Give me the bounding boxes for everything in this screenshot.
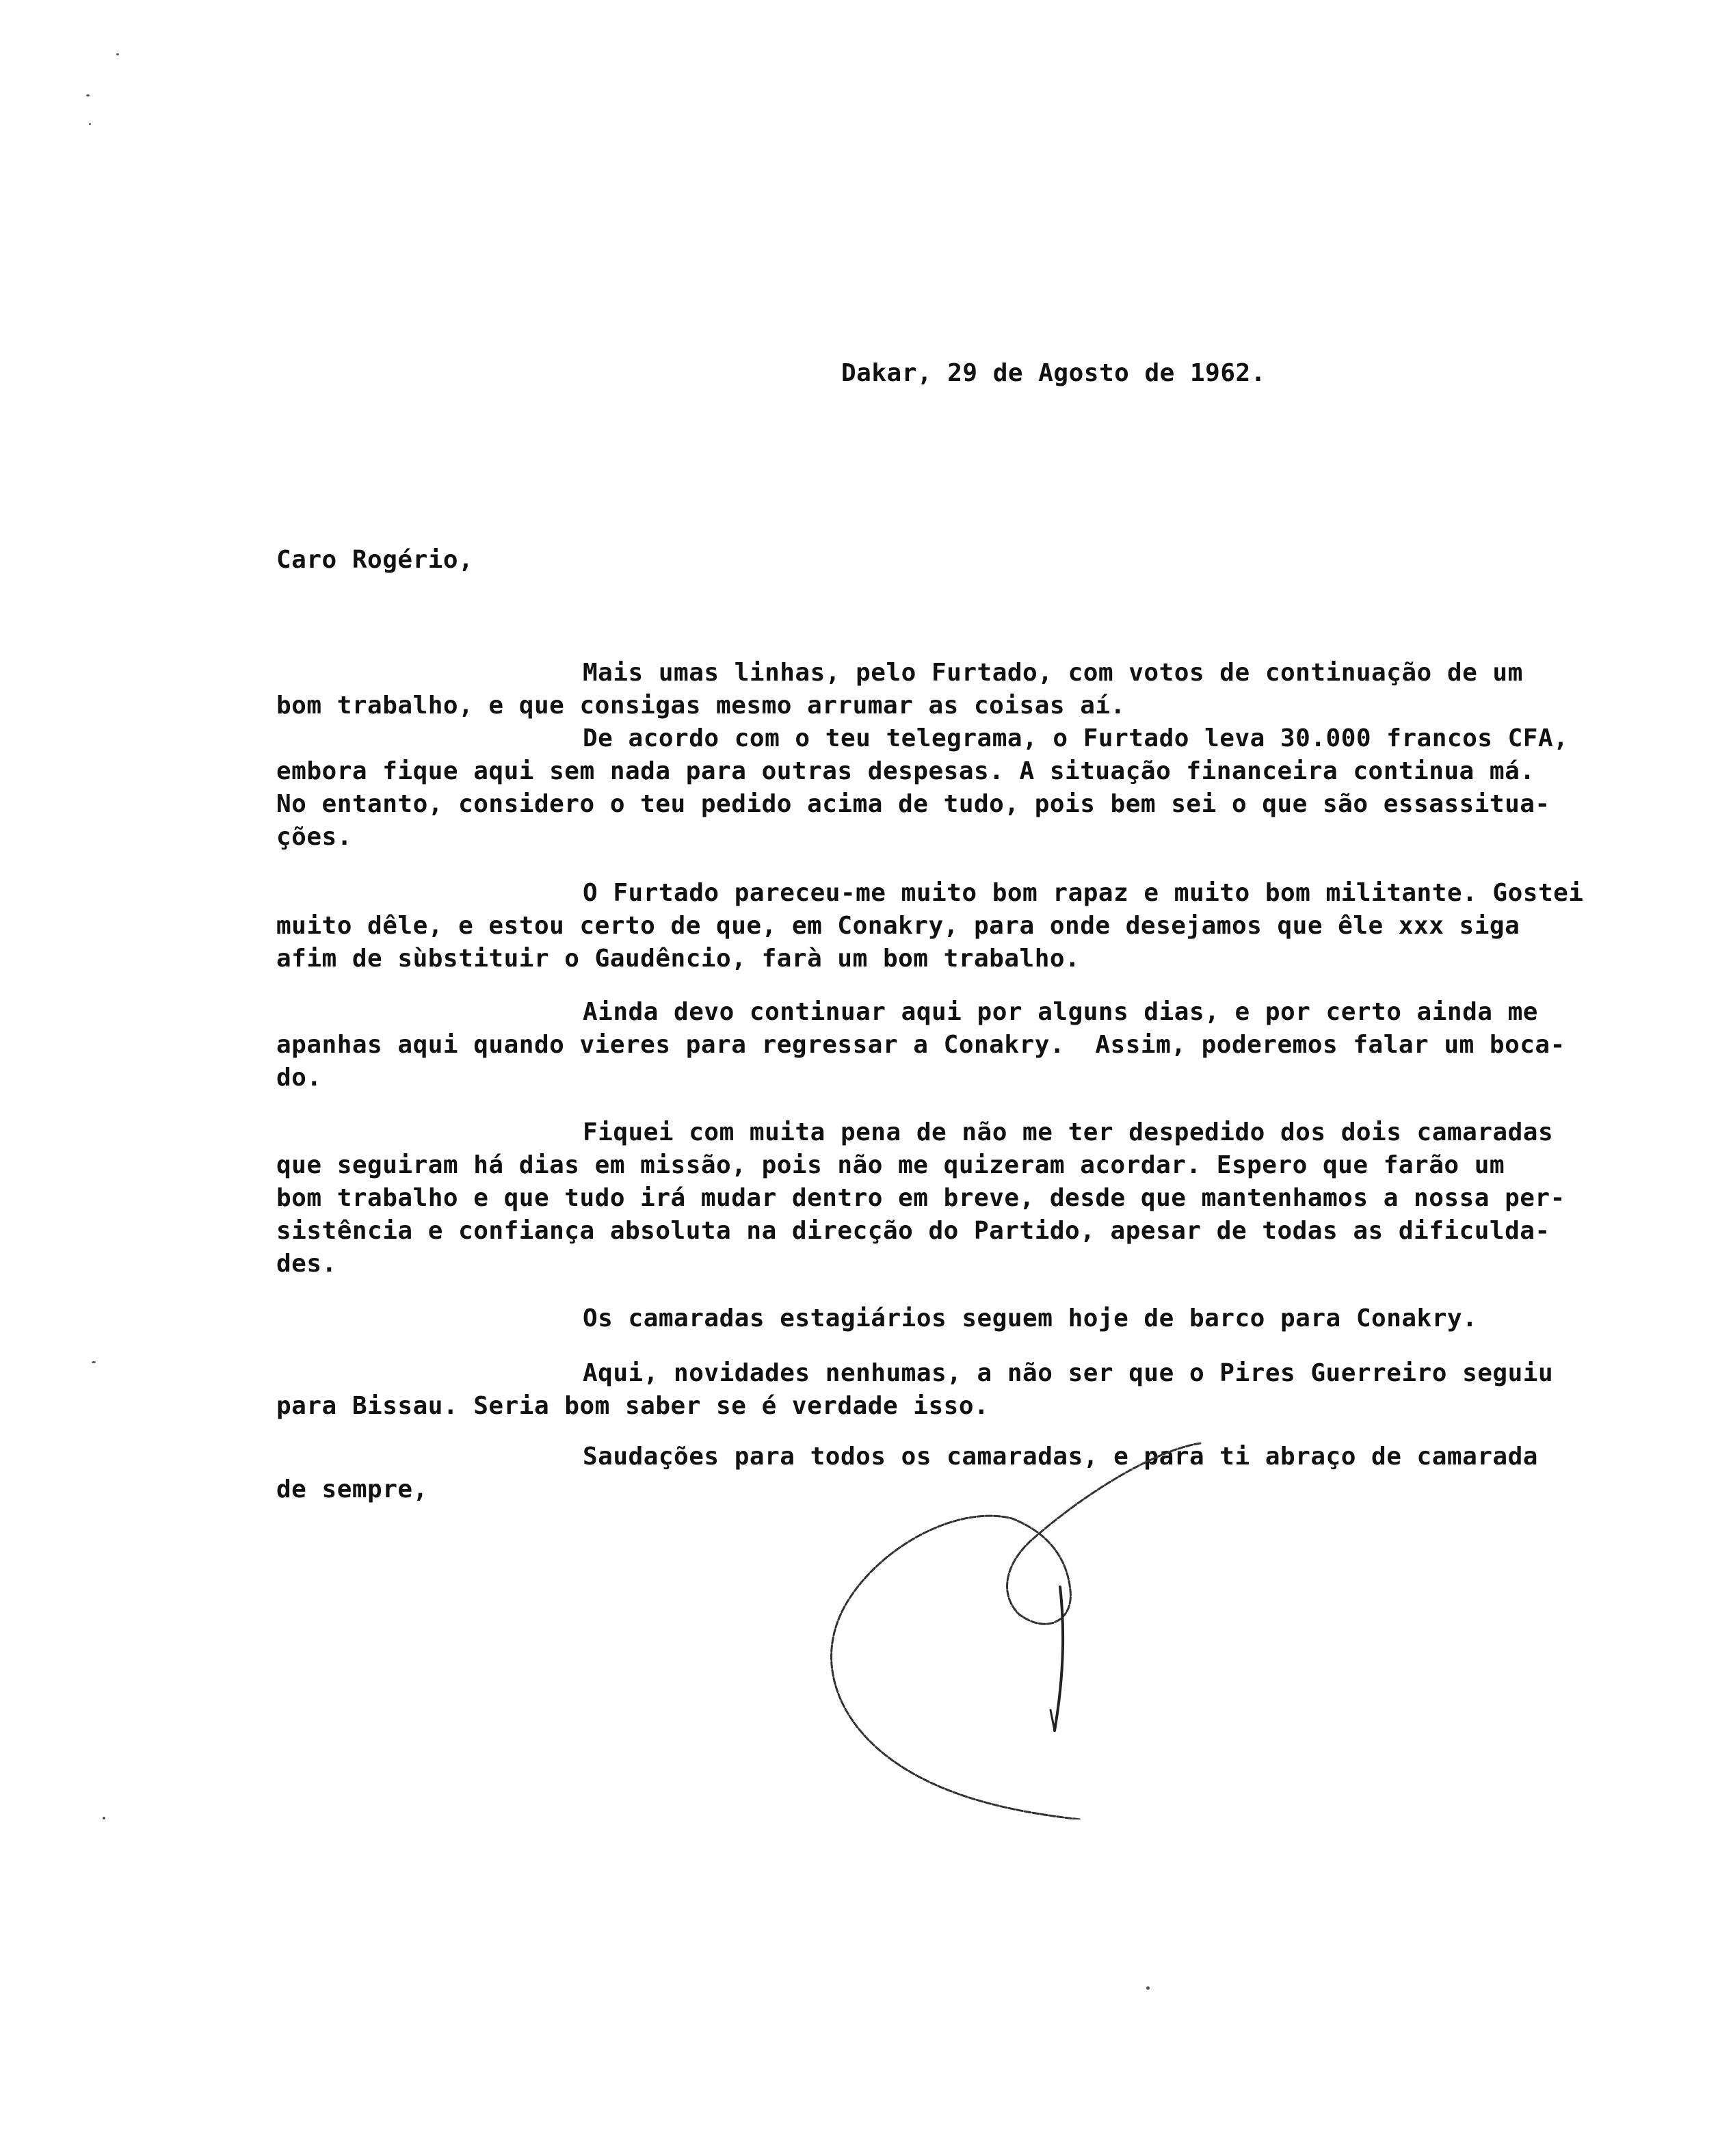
- paragraph-5-line-4: sistência e confiança absoluta na direcção do Partido, apesar de todas as dificulda-: [276, 1217, 1550, 1245]
- paragraph-2-line-1: De acordo com o teu telegrama, o Furtado leva 30.000 francos CFA,: [583, 724, 1569, 752]
- paragraph-8-line-2: de sempre,: [276, 1475, 428, 1503]
- scan-speck: [116, 53, 119, 55]
- scan-speck: [92, 1361, 96, 1363]
- paragraph-2-line-3: No entanto, considero o teu pedido acima de tudo, pois bem sei o que são essassitua-: [276, 790, 1550, 818]
- paragraph-5-line-2: que seguiram há dias em missão, pois não me quizeram acordar. Espero que farão um: [276, 1151, 1505, 1179]
- paragraph-5-line-3: bom trabalho e que tudo irá mudar dentro em breve, desde que mantenhamos a nossa per-: [276, 1184, 1565, 1212]
- paragraph-1-line-1: Mais umas linhas, pelo Furtado, com votos de continuação de um: [583, 659, 1523, 687]
- scan-speck: [89, 123, 91, 125]
- scan-speck: [1146, 1986, 1150, 1990]
- handwritten-signature: [800, 1436, 1238, 1819]
- scan-speck: [86, 94, 90, 96]
- paragraph-5-line-5: des.: [276, 1250, 337, 1278]
- paragraph-4-line-2: apanhas aqui quando vieres para regressar a Conakry. Assim, poderemos falar um boca-: [276, 1031, 1565, 1059]
- paragraph-7-line-1: Aqui, novidades nenhumas, a não ser que o Pires Guerreiro seguiu: [583, 1359, 1554, 1387]
- paragraph-5-line-1: Fiquei com muita pena de não me ter despedido dos dois camaradas: [583, 1118, 1554, 1146]
- paragraph-3-line-3: afim de sùbstituir o Gaudêncio, farà um bom trabalho.: [276, 945, 1081, 973]
- paragraph-6-line-1: Os camaradas estagiários seguem hoje de barco para Conakry.: [583, 1304, 1478, 1332]
- scan-speck: [103, 1817, 105, 1819]
- salutation: Caro Rogério,: [276, 546, 474, 574]
- dateline: Dakar, 29 de Agosto de 1962.: [841, 359, 1266, 387]
- paragraph-2-line-4: ções.: [276, 823, 352, 851]
- paragraph-4-line-3: do.: [276, 1064, 322, 1092]
- paragraph-2-line-2: embora fique aqui sem nada para outras despesas. A situação financeira continua má.: [276, 757, 1535, 785]
- paragraph-8-line-1: Saudações para todos os camaradas, e para ti abraço de camarada: [583, 1443, 1538, 1471]
- paragraph-3-line-2: muito dêle, e estou certo de que, em Conakry, para onde desejamos que êle xxx siga: [276, 912, 1520, 940]
- paragraph-3-line-1: O Furtado pareceu-me muito bom rapaz e muito bom militante. Gostei: [583, 879, 1584, 907]
- paragraph-4-line-1: Ainda devo continuar aqui por alguns dias, e por certo ainda me: [583, 998, 1538, 1026]
- paragraph-1-line-2: bom trabalho, e que consigas mesmo arrumar as coisas aí.: [276, 692, 1126, 720]
- paragraph-7-line-2: para Bissau. Seria bom saber se é verdade isso.: [276, 1392, 990, 1420]
